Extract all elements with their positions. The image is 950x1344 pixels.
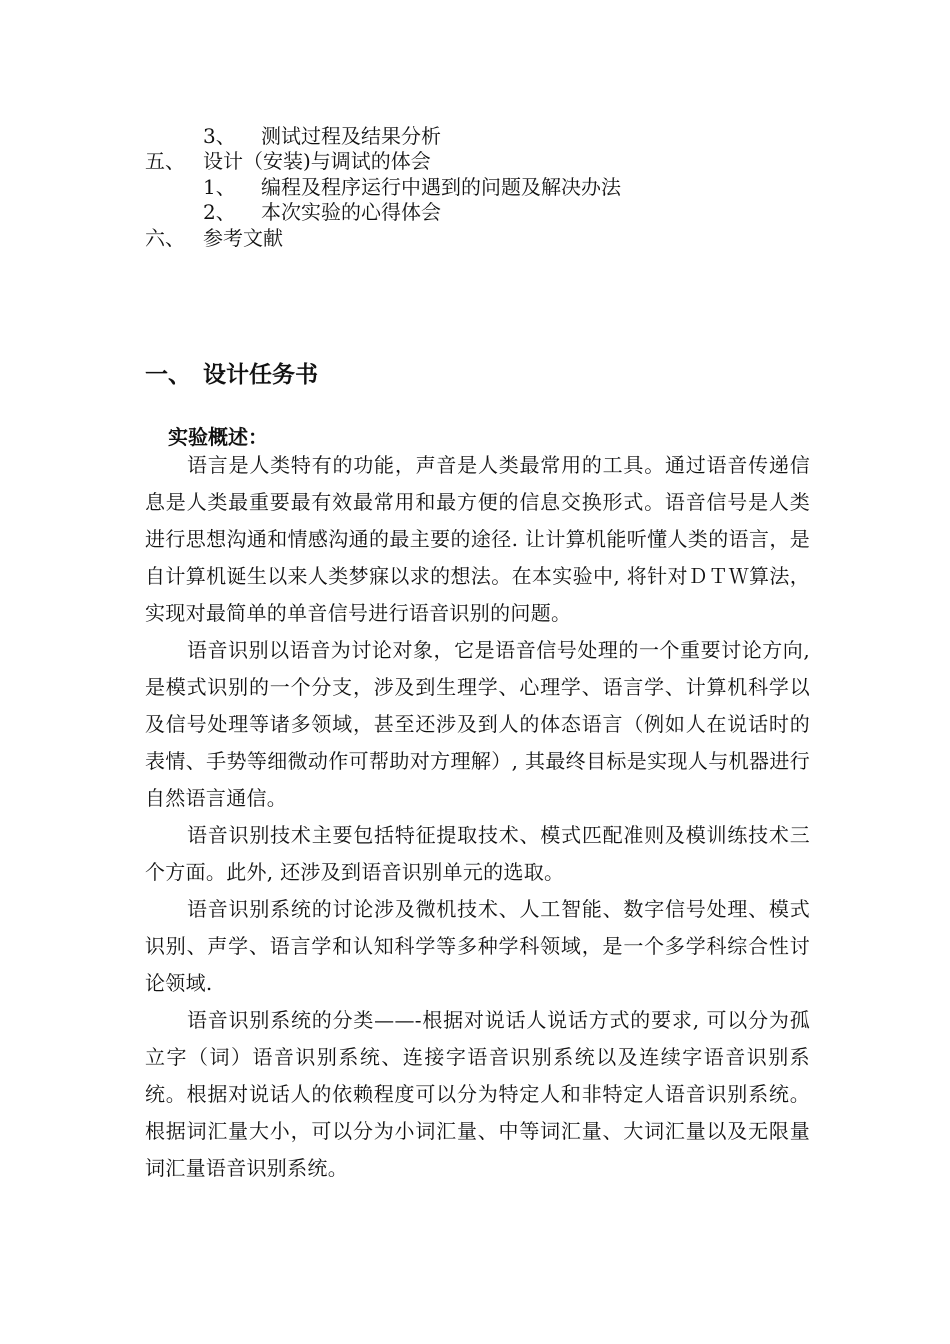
toc-number: 3、 xyxy=(203,124,236,148)
section-number: 一、 xyxy=(145,362,191,388)
toc-text: 编程及程序运行中遇到的问题及解决办法 xyxy=(261,175,621,199)
paragraph: 语音识别技术主要包括特征提取技术、模式匹配准则及模训练技术三个方面。此外, 还涉及到语音识别单元的选取。 xyxy=(145,823,810,884)
toc-text: 本次实验的心得体会 xyxy=(261,200,441,224)
toc-number: 六、 xyxy=(145,226,185,250)
toc-item-5-2 xyxy=(203,199,441,225)
experiment-overview-heading: 实验概述： xyxy=(168,425,268,449)
section-heading xyxy=(145,360,318,390)
toc-item-3-3 xyxy=(203,123,441,149)
toc-text: 测试过程及结果分析 xyxy=(261,124,441,148)
paragraph: 语音识别以语音为讨论对象，它是语音信号处理的一个重要讨论方向, 是模式识别的一个分支，涉及到生理学、心理学、语言学、计算机科学以及信号处理等诸多领域，甚至还涉及到人的体态语言（例如人在说话时的表情、手势等细微动作可帮助对方理解）, 其最终目标是实现人与机器进行自然语言通信。 xyxy=(145,638,810,810)
paragraph: 语音识别系统的讨论涉及微机技术、人工智能、数字信号处理、模式识别、声学、语言学和认知科学等多种学科领域，是一个多学科综合性讨论领域. xyxy=(145,897,810,995)
toc-item-6 xyxy=(145,225,283,251)
paragraph: 语言是人类特有的功能，声音是人类最常用的工具。通过语音传递信息是人类最重要最有效最常用和最方便的信息交换形式。语音信号是人类进行思想沟通和情感沟通的最主要的途径. 让计算机能听懂人类的语言，是自计算机诞生以来人类梦寐以求的想法。在本实验中, 将针对ＤＴＷ算法，实现对最简单的单音信号进行语音识别的问题。 xyxy=(145,453,810,625)
paragraph: 语音识别系统的分类——-根据对说话人说话方式的要求, 可以分为孤立字（词）语音识别系统、连接字语音识别系统以及连续字语音识别系统。根据对说话人的依赖程度可以分为特定人和非特定人语音识别系统。根据词汇量大小，可以分为小词汇量、中等词汇量、大词汇量以及无限量词汇量语音识别系统。 xyxy=(145,1008,810,1180)
toc-number: 1、 xyxy=(203,175,236,199)
toc-item-5-1 xyxy=(203,174,621,200)
body-text xyxy=(145,447,810,1187)
section-title: 设计任务书 xyxy=(203,362,318,388)
toc-text: 设计（安装)与调试的体会 xyxy=(203,149,431,173)
toc-text: 参考文献 xyxy=(203,226,283,250)
toc-number: 五、 xyxy=(145,149,185,173)
toc-number: 2、 xyxy=(203,200,236,224)
toc-item-5 xyxy=(145,148,431,174)
